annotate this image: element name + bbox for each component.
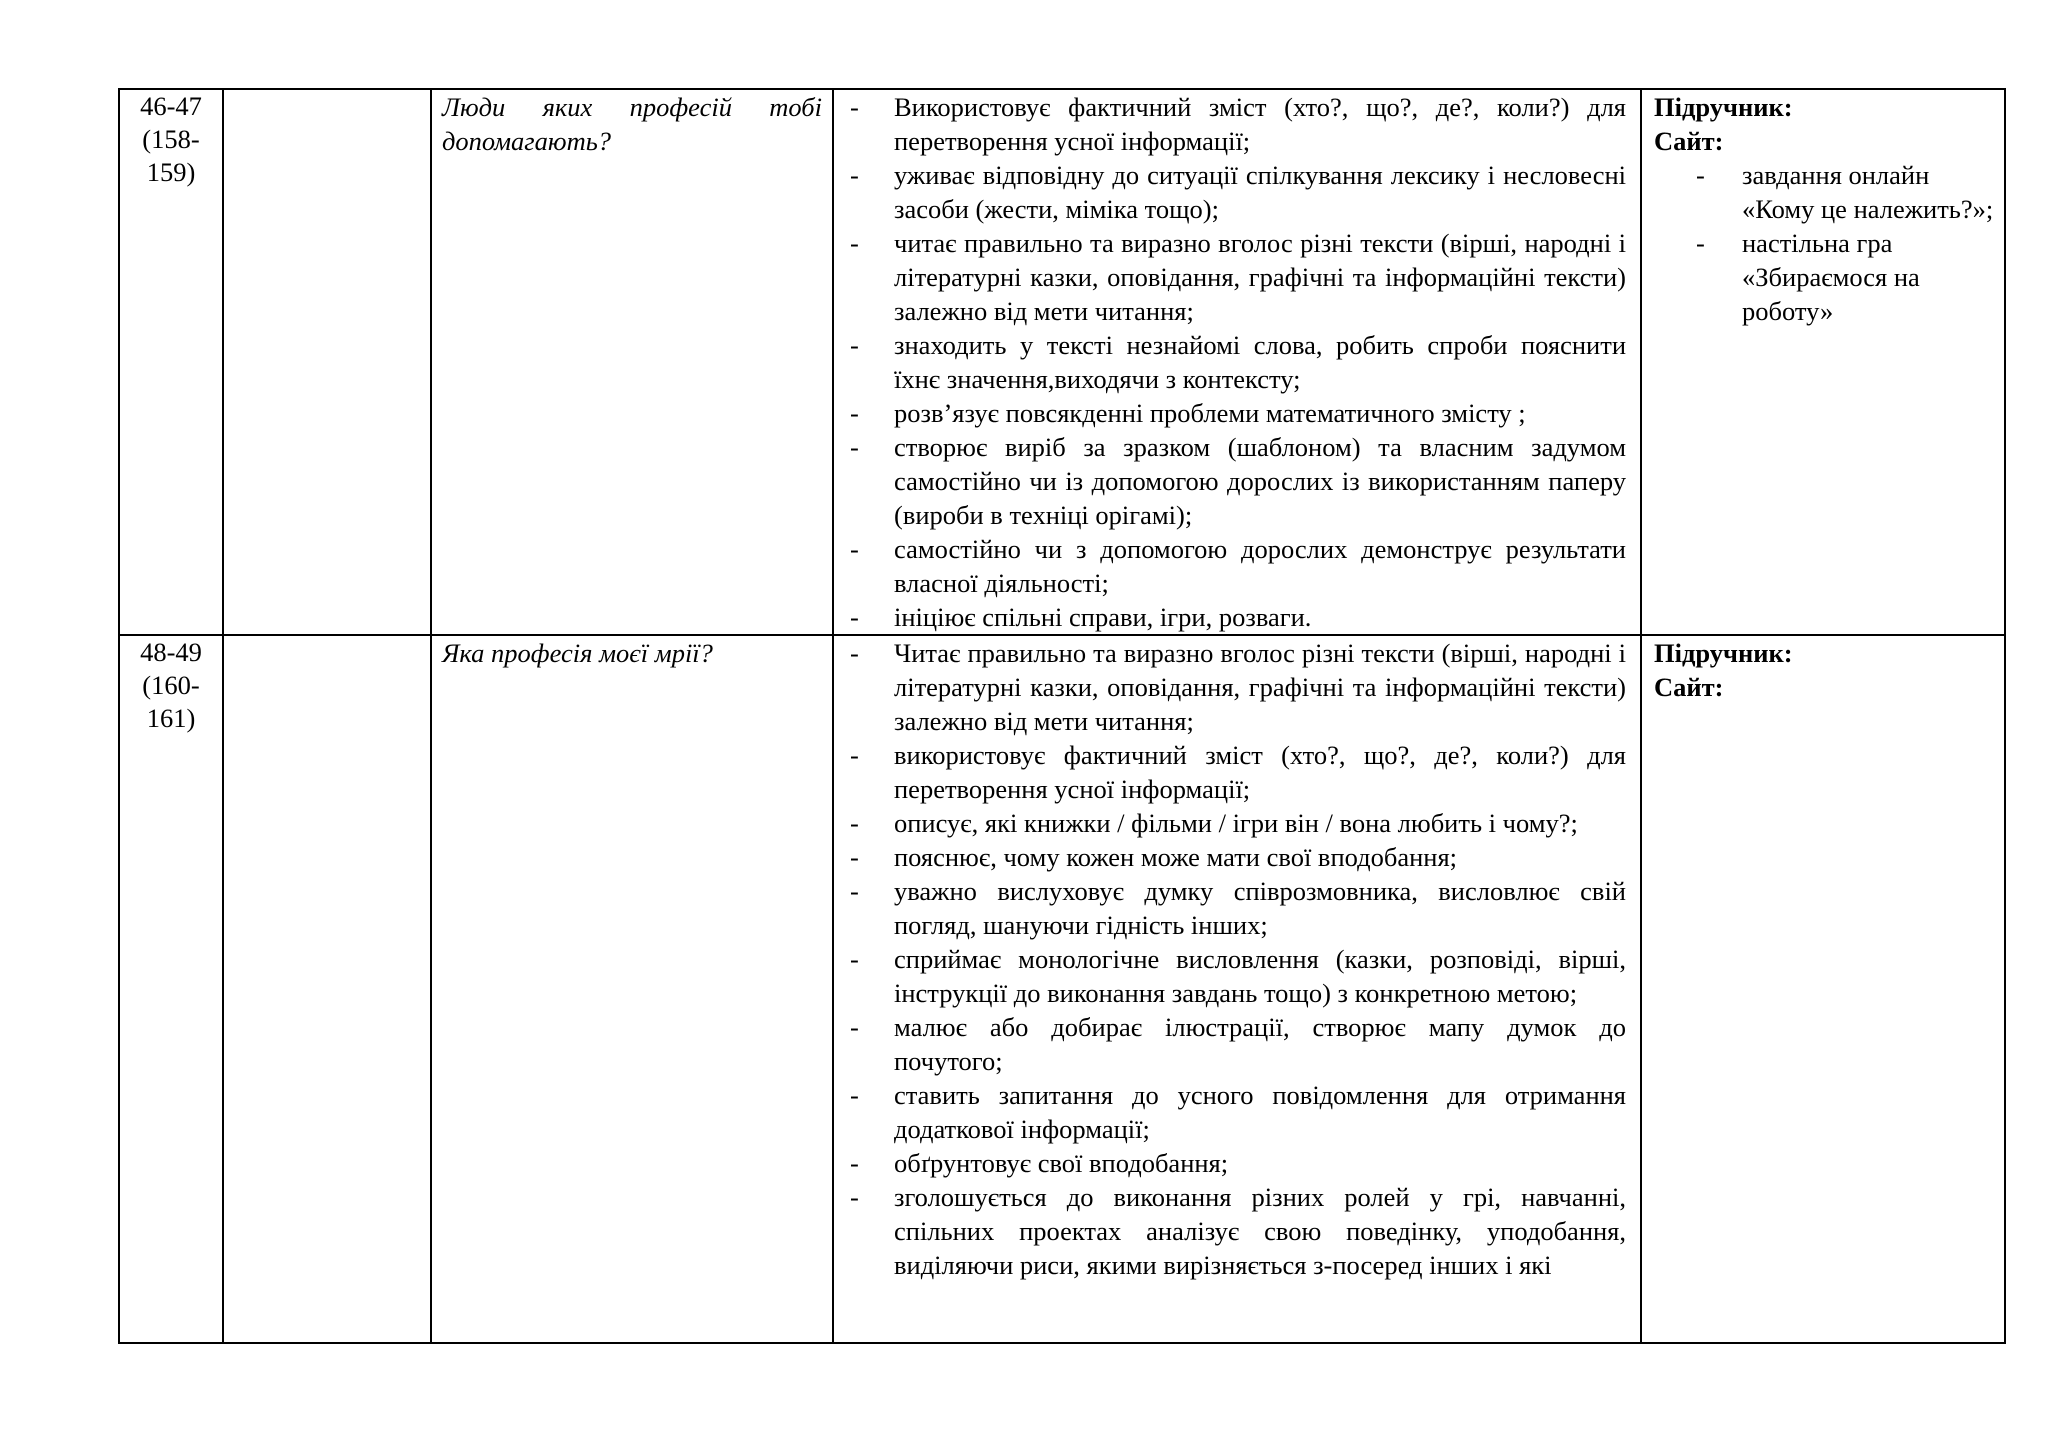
table-row — [119, 89, 2005, 635]
lesson-topic: Яка професія моєї мрії? — [431, 635, 833, 1343]
lesson-number-line: (158- — [142, 124, 200, 154]
list-item: - уживає відповідну до ситуації спілкування лексику і несловесні засоби (жести, міміка тощо); — [842, 158, 1626, 226]
lesson-topic: Люди яких професій тобі допомагають? — [431, 89, 833, 635]
site-label: Сайт: — [1654, 126, 1724, 156]
outcomes-list — [842, 636, 1626, 1282]
list-item: - завдання онлайн «Кому це належить?»; — [1654, 158, 1998, 226]
list-item: - ініціює спільні справи, ігри, розваги. — [842, 600, 1626, 634]
site-label: Сайт: — [1654, 672, 1724, 702]
list-item: - самостійно чи з допомогою дорослих демонструє результати власної діяльності; — [842, 532, 1626, 600]
outcomes-list — [842, 90, 1626, 634]
learning-outcomes-cell — [833, 89, 1641, 635]
list-item: - уважно вислуховує думку співрозмовника, висловлює свій погляд, шануючи гідність інших; — [842, 874, 1626, 942]
list-item: - Використовує фактичний зміст (хто?, що?, де?, коли?) для перетворення усної інформації; — [842, 90, 1626, 158]
lesson-number-line: (160- — [142, 670, 200, 700]
lesson-number-line: 46-47 — [140, 91, 202, 121]
resources-cell — [1641, 635, 2005, 1343]
resources-cell — [1641, 89, 2005, 635]
lesson-number-line: 48-49 — [140, 637, 202, 667]
resource-list — [1654, 158, 1998, 328]
list-item: - створює виріб за зразком (шаблоном) та власним задумом самостійно чи із допомогою дорослих із використанням паперу (вироби в техніці орігамі); — [842, 430, 1626, 532]
empty-cell — [223, 635, 431, 1343]
list-item: - розв’язує повсякденні проблеми математичного змісту ; — [842, 396, 1626, 430]
table-row — [119, 635, 2005, 1343]
lesson-number-cell — [119, 89, 223, 635]
list-item: - знаходить у тексті незнайомі слова, робить спроби пояснити їхнє значення,виходячи з контексту; — [842, 328, 1626, 396]
list-item: - настільна гра «Збираємося на роботу» — [1654, 226, 1998, 328]
list-item: - пояснює, чому кожен може мати свої вподобання; — [842, 840, 1626, 874]
lesson-number-line: 161) — [146, 703, 196, 733]
list-item: - описує, які книжки / фільми / ігри він / вона любить і чому?; — [842, 806, 1626, 840]
list-item: - малює або добирає ілюстрації, створює мапу думок до почутого; — [842, 1010, 1626, 1078]
list-item: - обґрунтовує свої вподобання; — [842, 1146, 1626, 1180]
list-item: - читає правильно та виразно вголос різні тексти (вірші, народні і літературні казки, оповідання, графічні та інформаційні тексти) залежно від мети читання; — [842, 226, 1626, 328]
textbook-label: Підручник: — [1654, 92, 1793, 122]
learning-outcomes-cell — [833, 635, 1641, 1343]
list-item: - сприймає монологічне висловлення (казки, розповіді, вірші, інструкції до виконання завдань тощо) з конкретною метою; — [842, 942, 1626, 1010]
lesson-plan-table — [118, 88, 2006, 1344]
lesson-number-line: 159) — [146, 157, 196, 187]
list-item: - Читає правильно та виразно вголос різні тексти (вірші, народні і літературні казки, оповідання, графічні та інформаційні тексти) залежно від мети читання; — [842, 636, 1626, 738]
list-item: - використовує фактичний зміст (хто?, що?, де?, коли?) для перетворення усної інформації; — [842, 738, 1626, 806]
list-item: - ставить запитання до усного повідомлення для отримання додаткової інформації; — [842, 1078, 1626, 1146]
empty-cell — [223, 89, 431, 635]
textbook-label: Підручник: — [1654, 638, 1793, 668]
list-item: - зголошується до виконання різних ролей у грі, навчанні, спільних проектах аналізує свою поведінку, уподобання, виділяючи риси, якими вирізняється з-посеред інших і які — [842, 1180, 1626, 1282]
lesson-number-cell — [119, 635, 223, 1343]
